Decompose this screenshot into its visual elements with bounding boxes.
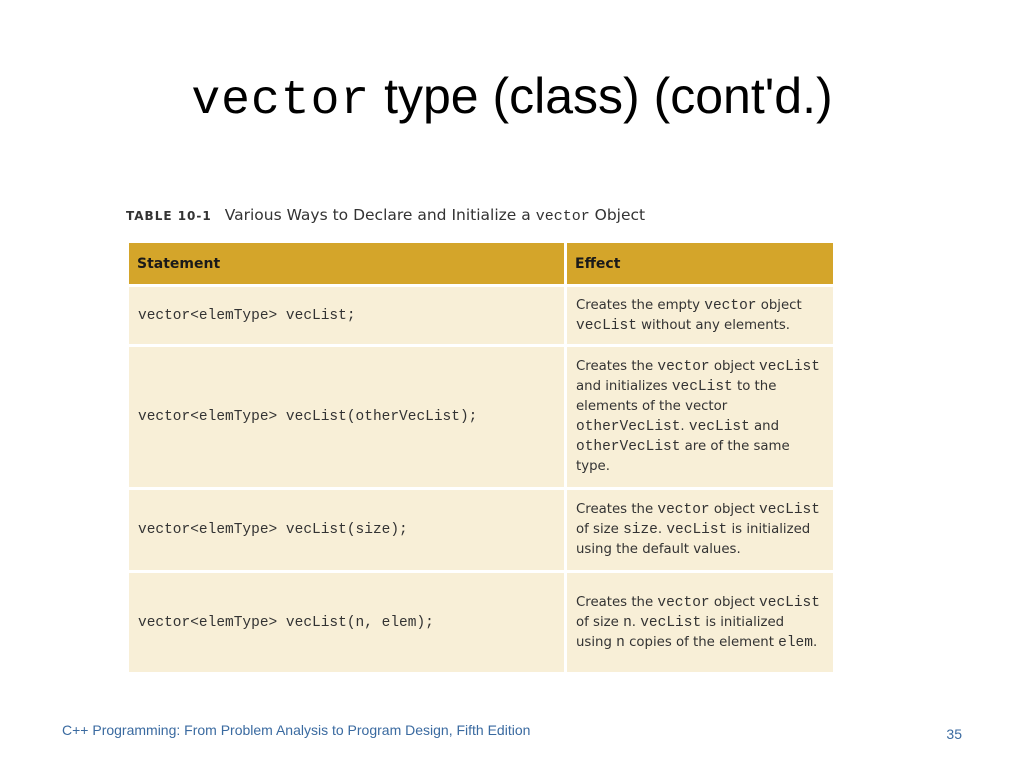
table-row bbox=[128, 572, 835, 674]
effect-code-term: vector bbox=[657, 359, 710, 375]
effect-code-term: vecList bbox=[759, 594, 820, 611]
effect-text: and initializes bbox=[576, 379, 672, 394]
slide-title-text: type (class) (cont'd.) bbox=[384, 68, 833, 124]
caption-suffix: Object bbox=[594, 206, 646, 224]
effect-text: . bbox=[812, 634, 818, 650]
page-number: 35 bbox=[946, 726, 962, 742]
effect-code-term: vecList bbox=[688, 419, 750, 435]
effect-code-term: n bbox=[623, 614, 632, 631]
effect-text: Creates the empty bbox=[576, 297, 705, 313]
effect-text: Creates the bbox=[576, 359, 658, 374]
effect-text: object bbox=[756, 297, 802, 313]
effect-text: of size bbox=[576, 614, 624, 630]
footer-book-title: C++ Programming: From Problem Analysis to Program Design, Fifth Edition bbox=[62, 722, 531, 738]
effect-text: are of the same type. bbox=[576, 439, 790, 474]
effect-code-term: vecList bbox=[671, 379, 733, 395]
effect-text: object bbox=[709, 502, 760, 517]
effect-text: . bbox=[631, 614, 641, 630]
effect-code-term: vecList bbox=[576, 317, 637, 334]
effect-code-term: vector bbox=[657, 594, 710, 611]
effect-cell bbox=[566, 572, 835, 674]
effect-cell bbox=[566, 489, 835, 572]
statement-cell: vector<elemType> vecList; bbox=[128, 286, 566, 346]
effect-text: copies of the element bbox=[624, 634, 779, 650]
effect-code-term: n bbox=[616, 634, 625, 651]
header-statement: Statement bbox=[128, 242, 566, 286]
effect-text: without any elements. bbox=[636, 317, 791, 333]
effect-cell bbox=[566, 346, 835, 489]
table-number: TABLE 10-1 bbox=[126, 209, 212, 223]
effect-text: . bbox=[680, 419, 689, 434]
statement-cell: vector<elemType> vecList(otherVecList); bbox=[128, 346, 566, 489]
effect-cell bbox=[566, 286, 835, 346]
caption-code: vector bbox=[535, 208, 590, 225]
effect-code-term: vector bbox=[704, 297, 757, 314]
effect-code-term: vecList bbox=[666, 522, 728, 538]
effect-code-term: otherVecList bbox=[576, 419, 681, 435]
table-row bbox=[128, 489, 835, 572]
effect-text: . bbox=[657, 522, 667, 537]
effect-code-term: otherVecList bbox=[576, 439, 681, 455]
caption-prefix: Various Ways to Declare and Initialize a bbox=[224, 206, 531, 224]
table-caption bbox=[126, 206, 846, 225]
effect-text: object bbox=[709, 594, 760, 610]
table-header-row bbox=[128, 242, 835, 286]
statement-cell: vector<elemType> vecList(size); bbox=[128, 489, 566, 572]
header-effect: Effect bbox=[566, 242, 835, 286]
effect-code-term: elem bbox=[778, 634, 813, 651]
effect-code-term: vecList bbox=[759, 502, 820, 518]
effect-code-term: vector bbox=[657, 502, 710, 518]
effect-text: Creates the bbox=[576, 502, 658, 517]
table-row bbox=[128, 346, 835, 489]
effect-code-term: size bbox=[623, 522, 658, 538]
effect-text: object bbox=[709, 359, 760, 374]
vector-declaration-table bbox=[126, 240, 836, 675]
effect-text: is initialized using bbox=[576, 614, 785, 650]
slide-title bbox=[0, 56, 1024, 141]
slide-title-code: vector bbox=[191, 74, 371, 128]
effect-text: and bbox=[749, 419, 780, 434]
effect-text: Creates the bbox=[576, 594, 658, 610]
effect-text: to the elements of the vector bbox=[576, 379, 777, 414]
effect-code-term: vecList bbox=[640, 614, 702, 631]
table-row bbox=[128, 286, 835, 346]
statement-cell: vector<elemType> vecList(n, elem); bbox=[128, 572, 566, 674]
effect-code-term: vecList bbox=[759, 359, 820, 375]
effect-text: of size bbox=[576, 522, 624, 537]
effect-text: is initialized using the default values. bbox=[576, 522, 811, 557]
